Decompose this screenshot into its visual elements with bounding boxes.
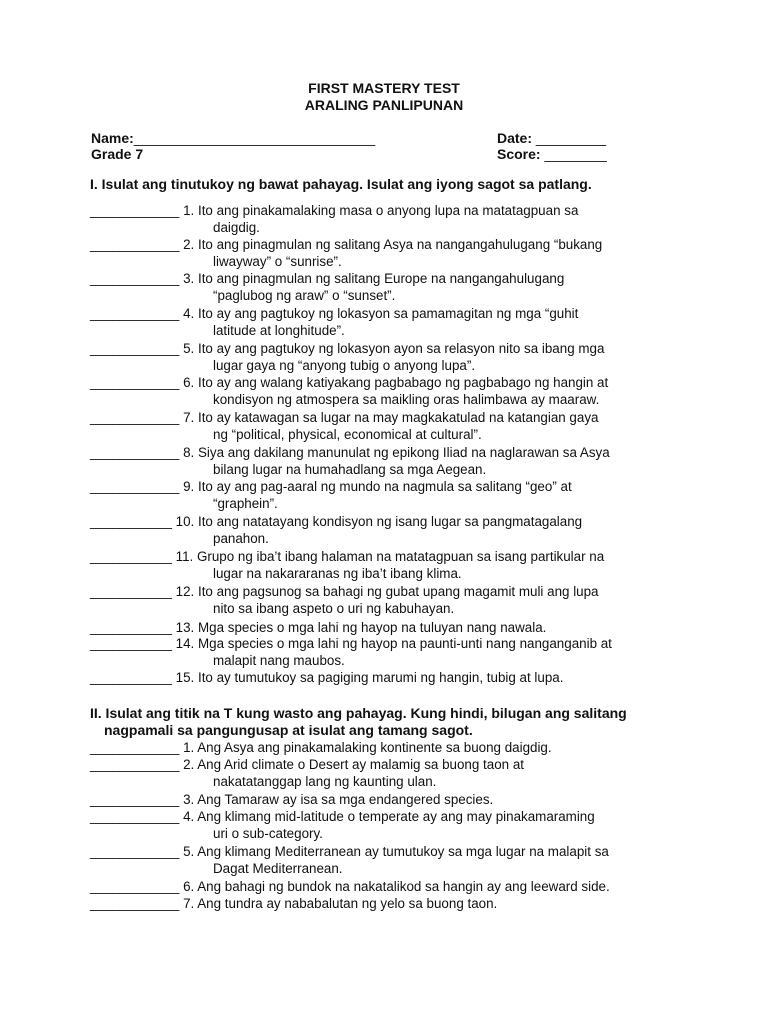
- question-item: [90, 756, 700, 790]
- question-text-continued: nakatatanggap lang ng kaunting ulan.: [213, 774, 437, 789]
- question-text-continued: kondisyon ng atmospera sa maikling oras halimbawa ay maaraw.: [213, 392, 600, 407]
- question-item: [90, 583, 700, 617]
- section-1-heading: I. Isulat ang tinutukoy ng bawat pahayag. Isulat ang iyong sagot sa patlang.: [90, 176, 592, 192]
- question-text: ___________ 15. Ito ay tumutukoy sa pagiging marumi ng hangin, tubig at lupa.: [90, 670, 564, 685]
- question-text-continued: “paglubog ng araw” o “sunset”.: [213, 288, 396, 303]
- question-item: [90, 739, 700, 756]
- question-text: ___________ 10. Ito ang natatayang kondisyon ng isang lugar sa pangmatagalang: [90, 514, 583, 529]
- question-item: [90, 843, 700, 877]
- test-title: FIRST MASTERY TEST: [308, 80, 460, 96]
- question-text: ____________ 4. Ang klimang mid-latitude o temperate ay ang may pinakamaraming: [90, 809, 595, 824]
- date-blank[interactable]: _________: [535, 130, 606, 146]
- question-text: ____________ 6. Ito ay ang walang katiyakang pagbabago ng pagbabago ng hangin at: [90, 375, 609, 390]
- question-text-continued: bilang lugar na humahadlang sa mga Aegean.: [213, 462, 487, 477]
- question-text-continued: “graphein”.: [213, 496, 278, 511]
- question-item: [90, 548, 700, 582]
- question-text: ____________ 9. Ito ay ang pag-aaral ng mundo na nagmula sa salitang “geo” at: [90, 479, 572, 494]
- question-text: ___________ 11. Grupo ng iba’t ibang halaman na matatagpuan sa isang partikular na: [90, 549, 605, 564]
- question-text: ____________ 1. Ang Asya ang pinakamalaking kontinente sa buong daigdig.: [90, 740, 552, 755]
- question-text: ___________ 13. Mga species o mga lahi ng hayop na tuluyan nang nawala.: [90, 620, 547, 635]
- question-text: ____________ 2. Ito ang pinagmulan ng salitang Asya na nangangahulugang “bukang: [90, 237, 603, 252]
- question-item: [90, 444, 700, 478]
- question-text: ____________ 2. Ang Arid climate o Desert ay malamig sa buong taon at: [90, 757, 524, 772]
- question-text: ____________ 5. Ito ay ang pagtukoy ng lokasyon ayon sa relasyon nito sa ibang mga: [90, 341, 605, 356]
- question-text-continued: latitude at longhitude”.: [213, 323, 345, 338]
- question-item: [90, 202, 700, 236]
- question-text: ____________ 4. Ito ay ang pagtukoy ng lokasyon sa pamamagitan ng mga “guhit: [90, 306, 579, 321]
- name-label: Name:: [91, 130, 134, 146]
- question-text-continued: lugar na nakararanas ng iba’t ibang klima.: [213, 566, 462, 581]
- question-item: [90, 513, 700, 547]
- question-text: ____________ 6. Ang bahagi ng bundok na nakatalikod sa hangin ay ang leeward side.: [90, 879, 610, 894]
- subject-title: ARALING PANLIPUNAN: [304, 97, 464, 113]
- section-2-heading: [90, 705, 710, 739]
- grade-label: Grade 7: [91, 146, 144, 162]
- score-field[interactable]: [497, 146, 607, 162]
- question-item: [90, 635, 700, 669]
- question-text: ____________ 3. Ito ang pinagmulan ng salitang Europe na nangangahulugang: [90, 271, 565, 286]
- name-field[interactable]: [91, 130, 375, 146]
- question-item: [90, 305, 700, 339]
- question-text: ____________ 7. Ito ay katawagan sa lugar na may magkakatulad na katangian gaya: [90, 410, 599, 425]
- section-2-heading-line1: II. Isulat ang titik na T kung wasto ang pahayag. Kung hindi, bilugan ang salitang: [90, 705, 627, 721]
- question-text-continued: Dagat Mediterranean.: [213, 861, 343, 876]
- question-text-continued: panahon.: [213, 531, 269, 546]
- question-item: [90, 791, 700, 808]
- question-item: [90, 808, 700, 842]
- question-item: [90, 236, 700, 270]
- question-item: [90, 374, 700, 408]
- question-item: [90, 878, 700, 895]
- question-text-continued: daigdig.: [213, 220, 260, 235]
- question-item: [90, 478, 700, 512]
- question-text-continued: lugar gaya ng “anyong tubig o anyong lupa”.: [213, 358, 476, 373]
- question-text: ____________ 7. Ang tundra ay nababalutan ng yelo sa buong taon.: [90, 896, 498, 911]
- question-item: [90, 409, 700, 443]
- date-label: Date:: [497, 130, 533, 146]
- question-text: ___________ 14. Mga species o mga lahi ng hayop na paunti-unti nang nanganganib at: [90, 636, 612, 651]
- question-text: ____________ 5. Ang klimang Mediterranean ay tumutukoy sa mga lugar na malapit sa: [90, 844, 609, 859]
- question-text-continued: nito sa ibang aspeto o uri ng kabuhayan.: [213, 601, 455, 616]
- question-text: ____________ 1. Ito ang pinakamalaking masa o anyong lupa na matatagpuan sa: [90, 203, 579, 218]
- question-text-continued: liwayway” o “sunrise”.: [213, 254, 342, 269]
- score-blank[interactable]: ________: [544, 146, 607, 162]
- score-label: Score:: [497, 146, 541, 162]
- question-item: [90, 619, 700, 636]
- question-item: [90, 340, 700, 374]
- question-item: [90, 270, 700, 304]
- question-text: ___________ 12. Ito ang pagsunog sa bahagi ng gubat upang magamit muli ang lupa: [90, 584, 599, 599]
- section-2-heading-line2: nagpamali sa pangungusap at isulat ang tamang sagot.: [104, 722, 473, 738]
- question-item: [90, 895, 700, 912]
- question-text: ____________ 3. Ang Tamaraw ay isa sa mga endangered species.: [90, 792, 494, 807]
- date-field[interactable]: [497, 130, 606, 146]
- question-item: [90, 669, 700, 686]
- question-text-continued: malapit nang maubos.: [213, 653, 345, 668]
- question-text: ____________ 8. Siya ang dakilang manunulat ng epikong Iliad na naglarawan sa Asya: [90, 445, 610, 460]
- question-text-continued: uri o sub-category.: [213, 826, 323, 841]
- name-blank[interactable]: _______________________________: [133, 130, 376, 146]
- question-text-continued: ng “political, physical, economical at cultural”.: [213, 427, 482, 442]
